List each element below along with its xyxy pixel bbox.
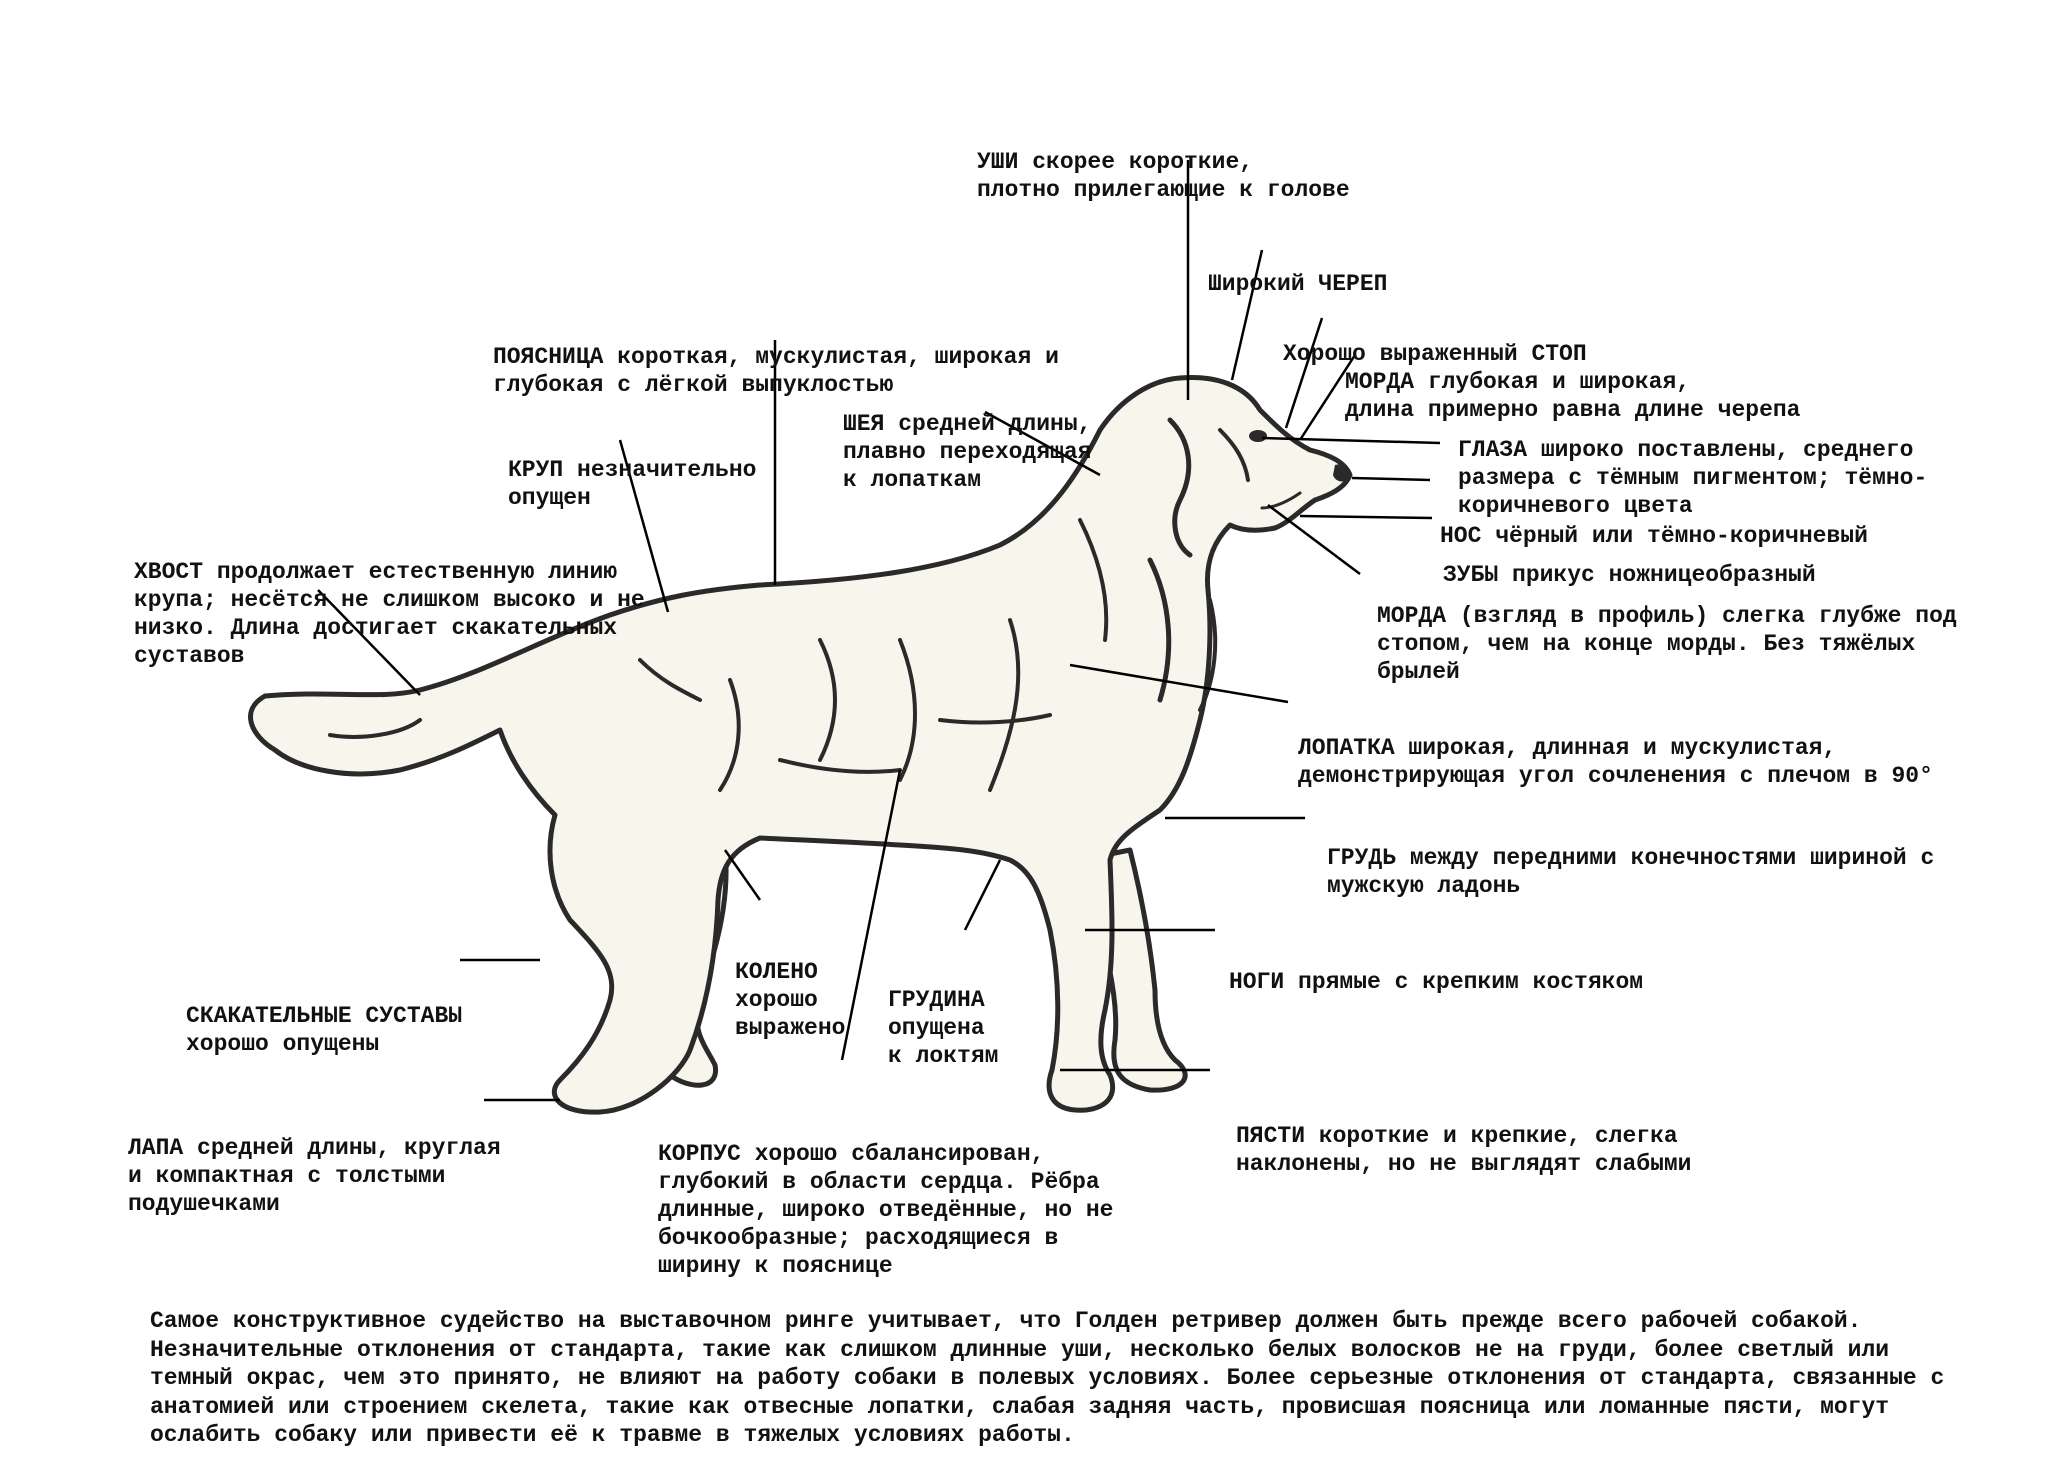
label-tail: ХВОСТ продолжает естественную линию крупа; несётся не слишком высоко и не низко. Длина достигает скакательных суставов xyxy=(134,559,645,669)
judging-note: Самое конструктивное судейство на выставочном ринге учитывает, что Голден ретривер должен быть прежде всего рабочей собакой. Незначительные отклонения от стандарта, такие как слишком длинные уши, несколько белых волосков не на груди, более светлый или темный окрас, чем это принято, не влияют на работу собаки в полевых условиях. Более серьезные отклонения от стандарта, связанные с анатомией или строением скелета, такие как отвесные лопатки, слабая задняя часть, провисшая поясница или ломанные пясти, могут ослабить собаку или привести её к травме в тяжелых условиях работы. xyxy=(150,1308,1945,1448)
label-hocks: СКАКАТЕЛЬНЫЕ СУСТАВЫ хорошо опущены xyxy=(186,1003,463,1057)
label-chest: ГРУДЬ между передними конечностями шириной с мужскую ладонь xyxy=(1327,845,1935,899)
label-muzzle: МОРДА глубокая и широкая, длина примерно равна длине черепа xyxy=(1345,369,1801,423)
label-teeth: ЗУБЫ прикус ножницеобразный xyxy=(1443,562,1816,588)
label-skull: Широкий ЧЕРЕП xyxy=(1208,271,1388,297)
label-loin: ПОЯСНИЦА короткая, мускулистая, широкая и глубокая с лёгкой выпуклостью xyxy=(493,344,1059,398)
label-eyes: ГЛАЗА широко поставлены, среднего размера с тёмным пигментом; тёмно- коричневого цвета xyxy=(1458,437,1928,519)
leader-teeth xyxy=(1300,516,1432,518)
label-body: КОРПУС хорошо сбалансирован, глубокий в области сердца. Рёбра длинные, широко отведённые, но не бочкообразные; расходящиеся в ширину к пояснице xyxy=(658,1141,1114,1279)
label-nose: НОС чёрный или тёмно-коричневый xyxy=(1440,523,1868,549)
leader-sternum xyxy=(965,860,1000,930)
label-muzzle-profile: МОРДА (взгляд в профиль) слегка глубже под стопом, чем на конце морды. Без тяжёлых брылей xyxy=(1377,603,1957,685)
label-knee: КОЛЕНО хорошо выражено xyxy=(735,959,846,1041)
label-shoulder: ЛОПАТКА широкая, длинная и мускулистая, демонстрирующая угол сочленения с плечом в 90° xyxy=(1298,735,1933,789)
dog-eye xyxy=(1249,430,1267,442)
leader-knee xyxy=(725,850,760,900)
label-neck: ШЕЯ средней длины, плавно переходящая к лопаткам xyxy=(843,411,1092,493)
label-ears: УШИ скорее короткие, плотно прилегающие к голове xyxy=(977,149,1350,203)
label-sternum: ГРУДИНА опущена к локтям xyxy=(888,987,999,1069)
label-legs: НОГИ прямые с крепким костяком xyxy=(1229,969,1644,995)
label-stop: Хорошо выраженный СТОП xyxy=(1283,341,1587,367)
label-pasterns: ПЯСТИ короткие и крепкие, слегка наклонены, но не выглядят слабыми xyxy=(1236,1123,1692,1177)
label-paw: ЛАПА средней длины, круглая и компактная с толстыми подушечками xyxy=(128,1135,501,1217)
label-croup: КРУП незначительно опущен xyxy=(508,457,757,511)
leader-nose xyxy=(1352,478,1430,480)
